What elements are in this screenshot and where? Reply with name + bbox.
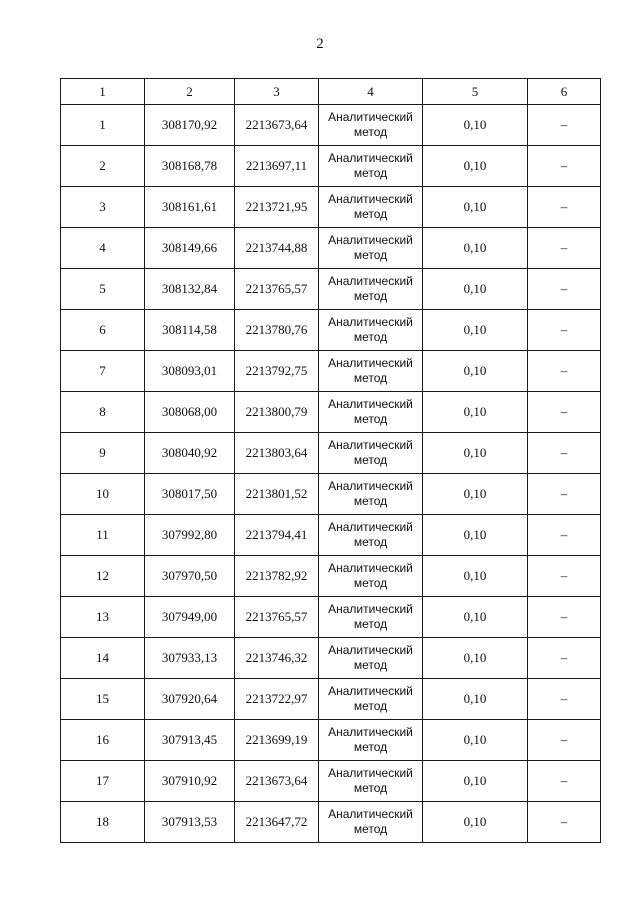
table-row <box>61 474 601 515</box>
x-coordinate-cell: 307970,50 <box>145 556 235 597</box>
note-cell: – <box>528 474 601 515</box>
header-col-4: 4 <box>319 79 423 105</box>
x-coordinate-cell: 308149,66 <box>145 228 235 269</box>
method-cell <box>319 679 423 720</box>
y-coordinate-cell: 2213722,97 <box>235 679 319 720</box>
method-cell <box>319 474 423 515</box>
y-coordinate-cell: 2213647,72 <box>235 802 319 843</box>
method-line-2: метод <box>353 371 388 385</box>
x-coordinate-cell: 308068,00 <box>145 392 235 433</box>
method-line-1: Аналитический <box>328 192 413 206</box>
note-cell: – <box>528 269 601 310</box>
note-cell: – <box>528 146 601 187</box>
method-line-1: Аналитический <box>328 397 413 411</box>
table-row <box>61 146 601 187</box>
y-coordinate-cell: 2213800,79 <box>235 392 319 433</box>
point-number-cell: 5 <box>61 269 145 310</box>
note-cell: – <box>528 556 601 597</box>
x-coordinate-cell: 308040,92 <box>145 433 235 474</box>
header-col-2: 2 <box>145 79 235 105</box>
method-line-2: метод <box>353 248 388 262</box>
x-coordinate-cell: 307920,64 <box>145 679 235 720</box>
point-number-cell: 8 <box>61 392 145 433</box>
method-line-2: метод <box>353 412 388 426</box>
note-cell: – <box>528 351 601 392</box>
table-row <box>61 310 601 351</box>
note-cell: – <box>528 433 601 474</box>
method-line-1: Аналитический <box>328 315 413 329</box>
point-number-cell: 16 <box>61 720 145 761</box>
x-coordinate-cell: 308093,01 <box>145 351 235 392</box>
point-number-cell: 15 <box>61 679 145 720</box>
method-line-2: метод <box>353 207 388 221</box>
method-line-2: метод <box>353 494 388 508</box>
note-cell: – <box>528 679 601 720</box>
accuracy-cell: 0,10 <box>423 556 528 597</box>
table-row <box>61 105 601 146</box>
method-cell <box>319 228 423 269</box>
table-row <box>61 515 601 556</box>
y-coordinate-cell: 2213697,11 <box>235 146 319 187</box>
x-coordinate-cell: 308168,78 <box>145 146 235 187</box>
method-line-1: Аналитический <box>328 233 413 247</box>
point-number-cell: 4 <box>61 228 145 269</box>
y-coordinate-cell: 2213765,57 <box>235 597 319 638</box>
method-line-1: Аналитический <box>328 643 413 657</box>
method-cell <box>319 269 423 310</box>
method-cell <box>319 146 423 187</box>
method-cell <box>319 392 423 433</box>
y-coordinate-cell: 2213794,41 <box>235 515 319 556</box>
method-cell <box>319 515 423 556</box>
note-cell: – <box>528 228 601 269</box>
accuracy-cell: 0,10 <box>423 105 528 146</box>
point-number-cell: 12 <box>61 556 145 597</box>
y-coordinate-cell: 2213792,75 <box>235 351 319 392</box>
point-number-cell: 17 <box>61 761 145 802</box>
method-line-2: метод <box>353 699 388 713</box>
point-number-cell: 18 <box>61 802 145 843</box>
method-line-1: Аналитический <box>328 766 413 780</box>
method-cell <box>319 597 423 638</box>
method-line-1: Аналитический <box>328 274 413 288</box>
note-cell: – <box>528 515 601 556</box>
method-cell <box>319 761 423 802</box>
table-row <box>61 679 601 720</box>
y-coordinate-cell: 2213801,52 <box>235 474 319 515</box>
method-line-1: Аналитический <box>328 602 413 616</box>
table-row <box>61 187 601 228</box>
page-number: 2 <box>316 36 324 52</box>
point-number-cell: 11 <box>61 515 145 556</box>
accuracy-cell: 0,10 <box>423 269 528 310</box>
method-cell <box>319 433 423 474</box>
accuracy-cell: 0,10 <box>423 433 528 474</box>
table-row <box>61 269 601 310</box>
header-col-6: 6 <box>528 79 601 105</box>
method-line-1: Аналитический <box>328 356 413 370</box>
method-line-1: Аналитический <box>328 725 413 739</box>
method-line-2: метод <box>353 576 388 590</box>
method-line-2: метод <box>353 617 388 631</box>
point-number-cell: 10 <box>61 474 145 515</box>
y-coordinate-cell: 2213673,64 <box>235 105 319 146</box>
table-row <box>61 638 601 679</box>
accuracy-cell: 0,10 <box>423 761 528 802</box>
method-cell <box>319 802 423 843</box>
method-cell <box>319 720 423 761</box>
x-coordinate-cell: 308170,92 <box>145 105 235 146</box>
accuracy-cell: 0,10 <box>423 802 528 843</box>
table-row <box>61 802 601 843</box>
accuracy-cell: 0,10 <box>423 392 528 433</box>
y-coordinate-cell: 2213803,64 <box>235 433 319 474</box>
note-cell: – <box>528 720 601 761</box>
method-line-2: метод <box>353 125 388 139</box>
point-number-cell: 3 <box>61 187 145 228</box>
table-row <box>61 720 601 761</box>
point-number-cell: 14 <box>61 638 145 679</box>
method-line-2: метод <box>353 781 388 795</box>
table-row <box>61 556 601 597</box>
table-row <box>61 351 601 392</box>
header-col-5: 5 <box>423 79 528 105</box>
note-cell: – <box>528 638 601 679</box>
method-cell <box>319 310 423 351</box>
x-coordinate-cell: 307933,13 <box>145 638 235 679</box>
note-cell: – <box>528 597 601 638</box>
x-coordinate-cell: 307913,45 <box>145 720 235 761</box>
coordinates-table <box>60 78 601 843</box>
method-line-2: метод <box>353 535 388 549</box>
header-col-3: 3 <box>235 79 319 105</box>
accuracy-cell: 0,10 <box>423 310 528 351</box>
point-number-cell: 13 <box>61 597 145 638</box>
table-header-row <box>61 79 601 105</box>
method-line-2: метод <box>353 166 388 180</box>
method-line-1: Аналитический <box>328 479 413 493</box>
y-coordinate-cell: 2213782,92 <box>235 556 319 597</box>
method-line-2: метод <box>353 822 388 836</box>
note-cell: – <box>528 310 601 351</box>
method-line-1: Аналитический <box>328 807 413 821</box>
method-line-2: метод <box>353 330 388 344</box>
y-coordinate-cell: 2213673,64 <box>235 761 319 802</box>
point-number-cell: 9 <box>61 433 145 474</box>
method-line-2: метод <box>353 289 388 303</box>
accuracy-cell: 0,10 <box>423 187 528 228</box>
y-coordinate-cell: 2213721,95 <box>235 187 319 228</box>
table-row <box>61 228 601 269</box>
method-line-1: Аналитический <box>328 520 413 534</box>
method-line-1: Аналитический <box>328 684 413 698</box>
method-line-1: Аналитический <box>328 110 413 124</box>
accuracy-cell: 0,10 <box>423 720 528 761</box>
method-cell <box>319 638 423 679</box>
table-row <box>61 392 601 433</box>
method-cell <box>319 351 423 392</box>
x-coordinate-cell: 307913,53 <box>145 802 235 843</box>
x-coordinate-cell: 307949,00 <box>145 597 235 638</box>
y-coordinate-cell: 2213744,88 <box>235 228 319 269</box>
method-cell <box>319 187 423 228</box>
x-coordinate-cell: 308017,50 <box>145 474 235 515</box>
method-line-2: метод <box>353 453 388 467</box>
y-coordinate-cell: 2213699,19 <box>235 720 319 761</box>
method-line-2: метод <box>353 658 388 672</box>
accuracy-cell: 0,10 <box>423 474 528 515</box>
accuracy-cell: 0,10 <box>423 351 528 392</box>
accuracy-cell: 0,10 <box>423 597 528 638</box>
note-cell: – <box>528 802 601 843</box>
point-number-cell: 2 <box>61 146 145 187</box>
y-coordinate-cell: 2213765,57 <box>235 269 319 310</box>
method-line-1: Аналитический <box>328 561 413 575</box>
method-cell <box>319 105 423 146</box>
point-number-cell: 6 <box>61 310 145 351</box>
note-cell: – <box>528 187 601 228</box>
x-coordinate-cell: 307910,92 <box>145 761 235 802</box>
table-row <box>61 433 601 474</box>
accuracy-cell: 0,10 <box>423 515 528 556</box>
x-coordinate-cell: 308114,58 <box>145 310 235 351</box>
table-row <box>61 761 601 802</box>
x-coordinate-cell: 308132,84 <box>145 269 235 310</box>
accuracy-cell: 0,10 <box>423 146 528 187</box>
method-cell <box>319 556 423 597</box>
method-line-1: Аналитический <box>328 151 413 165</box>
note-cell: – <box>528 392 601 433</box>
y-coordinate-cell: 2213746,32 <box>235 638 319 679</box>
method-line-1: Аналитический <box>328 438 413 452</box>
note-cell: – <box>528 105 601 146</box>
method-line-2: метод <box>353 740 388 754</box>
point-number-cell: 7 <box>61 351 145 392</box>
table-row <box>61 597 601 638</box>
y-coordinate-cell: 2213780,76 <box>235 310 319 351</box>
table-body <box>61 105 601 843</box>
header-col-1: 1 <box>61 79 145 105</box>
x-coordinate-cell: 308161,61 <box>145 187 235 228</box>
accuracy-cell: 0,10 <box>423 228 528 269</box>
note-cell: – <box>528 761 601 802</box>
accuracy-cell: 0,10 <box>423 679 528 720</box>
accuracy-cell: 0,10 <box>423 638 528 679</box>
x-coordinate-cell: 307992,80 <box>145 515 235 556</box>
point-number-cell: 1 <box>61 105 145 146</box>
